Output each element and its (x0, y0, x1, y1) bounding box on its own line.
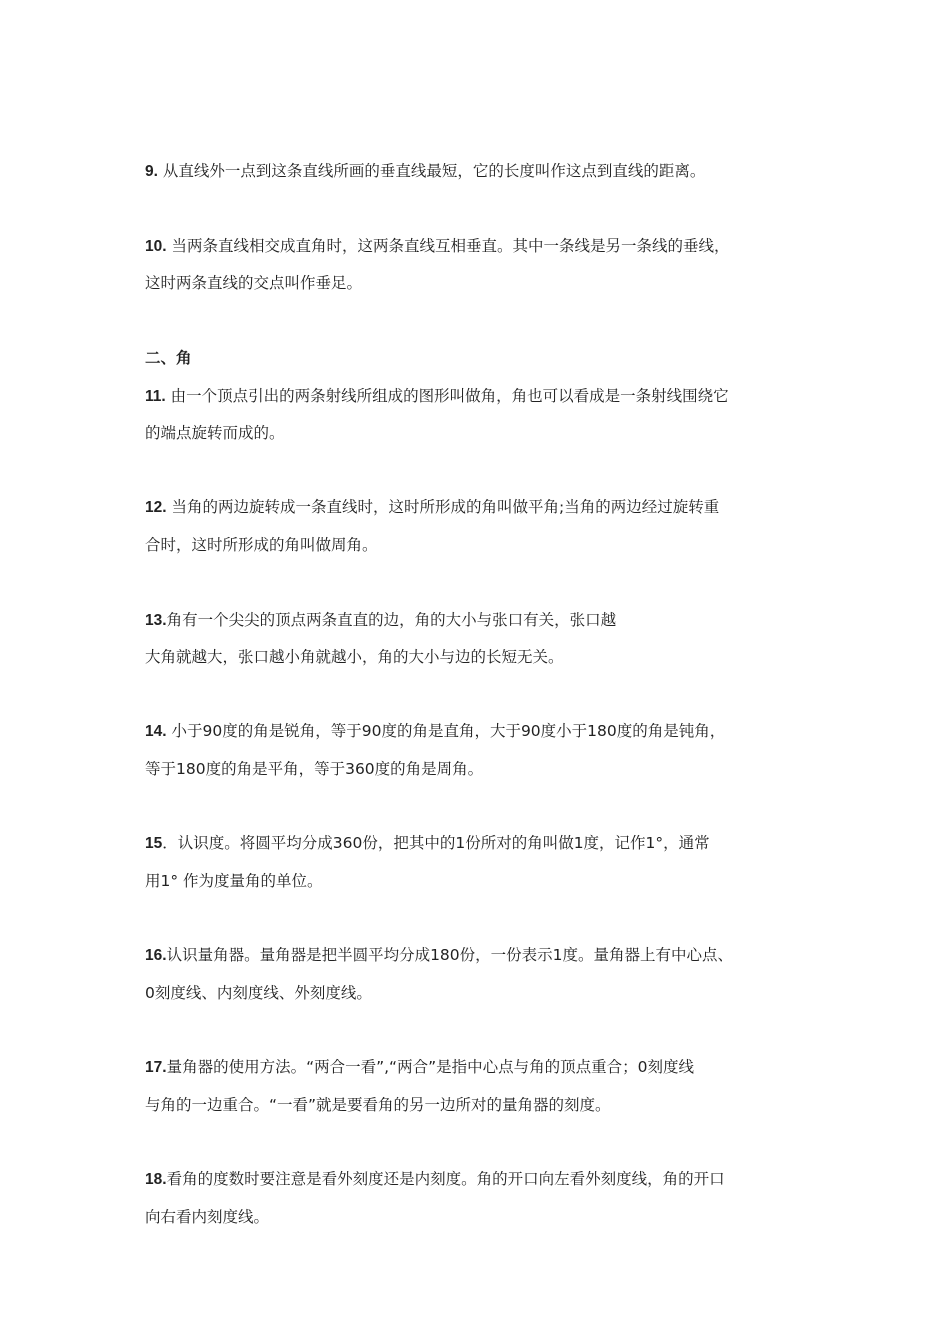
item-text: 认识量角器。量角器是把半圆平均分成180份，一份表示1度。量角器上有中心点、 (166, 946, 734, 964)
item-14-line-1 (145, 721, 725, 742)
item-15-line-1 (145, 833, 710, 854)
item-11-line-2: 的端点旋转而成的。 (145, 424, 285, 442)
section-heading: 二、角 (145, 349, 192, 367)
item-15-line-2: 用1° 作为度量角的单位。 (145, 872, 323, 890)
item-16-line-2: 0刻度线、内刻度线、外刻度线。 (145, 984, 372, 1002)
item-number: 13. (145, 612, 167, 629)
item-number: 10. (145, 238, 167, 255)
item-18-line-2: 向右看内刻度线。 (145, 1208, 270, 1226)
item-number: 11. (145, 388, 166, 405)
item-17-line-1 (145, 1057, 694, 1078)
item-text: 量角器的使用方法。“两合一看”,“两合”是指中心点与角的顶点重合；0刻度线 (166, 1058, 694, 1076)
item-number: 16. (145, 947, 167, 964)
item-number: 12. (145, 499, 167, 516)
item-number: 15 (145, 835, 163, 852)
item-text: 角有一个尖尖的顶点两条直直的边，角的大小与张口有关，张口越 (166, 611, 617, 629)
item-18-line-1 (145, 1169, 725, 1190)
item-number: 9. (145, 163, 158, 180)
item-text: ．认识度。将圆平均分成360份，把其中的1份所对的角叫做1度，记作1°，通常 (162, 834, 710, 852)
item-number: 17. (145, 1059, 167, 1076)
item-10-line-1 (145, 236, 730, 257)
item-text: 小于90度的角是锐角，等于90度的角是直角，大于90度小于180度的角是钝角， (171, 722, 726, 740)
item-text: 当两条直线相交成直角时，这两条直线互相垂直。其中一条线是另一条线的垂线， (171, 237, 730, 255)
item-12-line-1 (145, 497, 719, 518)
item-17-line-2: 与角的一边重合。“一看”就是要看角的另一边所对的量角器的刻度。 (145, 1096, 611, 1114)
item-14-line-2: 等于180度的角是平角，等于360度的角是周角。 (145, 760, 484, 778)
item-13-line-1 (145, 610, 616, 631)
item-text: 由一个顶点引出的两条射线所组成的图形叫做角，角也可以看成是一条射线围绕它 (170, 387, 729, 405)
item-number: 14. (145, 723, 167, 740)
item-11-line-1 (145, 386, 729, 407)
item-10-line-2: 这时两条直线的交点叫作垂足。 (145, 274, 363, 292)
item-text: 当角的两边旋转成一条直线时，这时所形成的角叫做平角;当角的两边经过旋转重 (171, 498, 720, 516)
item-9-line-1 (145, 161, 705, 182)
item-16-line-1 (145, 945, 733, 966)
item-12-line-2: 合时，这时所形成的角叫做周角。 (145, 536, 378, 554)
item-text: 从直线外一点到这条直线所画的垂直线最短，它的长度叫作这点到直线的距离。 (162, 162, 706, 180)
item-13-line-2: 大角就越大，张口越小角就越小，角的大小与边的长短无关。 (145, 648, 564, 666)
item-text: 看角的度数时要注意是看外刻度还是内刻度。角的开口向左看外刻度线，角的开口 (166, 1170, 725, 1188)
item-number: 18. (145, 1171, 167, 1188)
